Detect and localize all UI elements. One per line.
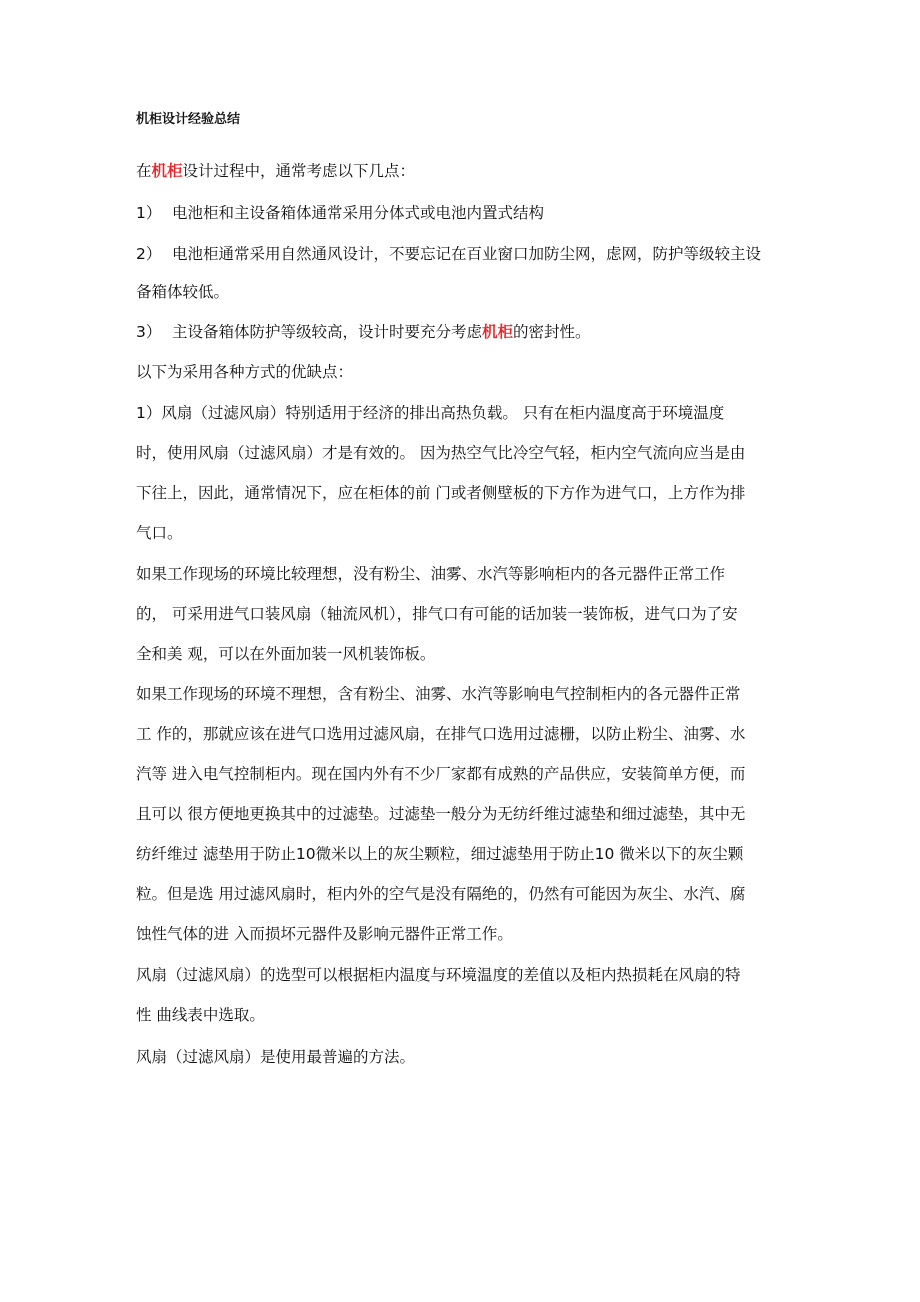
para3-line: 工 作的，那就应该在进气口选用过滤风扇，在排气口选用过滤栅，以防止粉尘、油雾、水 bbox=[136, 725, 746, 743]
intro-post: 设计过程中，通常考虑以下几点： bbox=[182, 162, 416, 180]
list-item-3 bbox=[136, 321, 591, 343]
item-text: 电池柜和主设备箱体通常采用分体式或电池内置式结构 bbox=[172, 204, 545, 222]
para3-line: 纺纤维过 滤垫用于防止10微米以上的灰尘颗粒，细过滤垫用于防止10 微米以下的灰尘颗 bbox=[136, 845, 744, 863]
document-title: 机柜设计经验总结 bbox=[136, 112, 241, 127]
para3-line: 汽等 进入电气控制柜内。现在国内外有不少厂家都有成熟的产品供应，安装简单方便，而 bbox=[136, 765, 746, 783]
para2-line: 全和美 观，可以在外面加装一风机装饰板。 bbox=[136, 645, 436, 663]
intro-pre: 在 bbox=[136, 162, 152, 180]
para5-line: 风扇（过滤风扇）是使用最普遍的方法。 bbox=[136, 1048, 416, 1066]
para3-line: 如果工作现场的环境不理想，含有粉尘、油雾、水汽等影响电气控制柜内的各元器件正常 bbox=[136, 685, 741, 703]
keyword-cabinet: 机柜 bbox=[482, 323, 514, 341]
para1-line: 时，使用风扇（过滤风扇）才是有效的。 因为热空气比冷空气轻，柜内空气流向应当是由 bbox=[136, 444, 746, 462]
para2-line: 如果工作现场的环境比较理想，没有粉尘、油雾、水汽等影响柜内的各元器件正常工作 bbox=[136, 565, 726, 583]
keyword-cabinet: 机柜 bbox=[151, 162, 183, 180]
item-text-pre: 主设备箱体防护等级较高，设计时要充分考虑 bbox=[172, 323, 483, 341]
para4-line: 风扇（过滤风扇）的选型可以根据柜内温度与环境温度的差值以及柜内热损耗在风扇的特 bbox=[136, 966, 741, 984]
para3-line: 蚀性气体的进 入而损坏元器件及影响元器件正常工作。 bbox=[136, 925, 513, 943]
intro-line bbox=[136, 160, 415, 182]
item-text-post: 的密封性。 bbox=[513, 323, 591, 341]
item-text: 电池柜通常采用自然通风设计，不要忘记在百业窗口加防尘网，虑网，防护等级较主设 bbox=[172, 245, 762, 263]
para3-line: 且可以 很方便地更换其中的过滤垫。过滤垫一般分为无纺纤维过滤垫和细过滤垫，其中无 bbox=[136, 805, 746, 823]
list-item-2 bbox=[136, 243, 761, 265]
para1-line: 1）风扇（过滤风扇）特别适用于经济的排出高热负载。 只有在柜内温度高于环境温度 bbox=[136, 404, 725, 422]
item-number: 3） bbox=[136, 323, 162, 341]
para1-line: 下往上，因此，通常情况下，应在柜体的前 门或者侧壁板的下方作为进气口，上方作为排 bbox=[136, 484, 746, 502]
para3-line: 粒。但是选 用过滤风扇时，柜内外的空气是没有隔绝的，仍然有可能因为灰尘、水汽、腐 bbox=[136, 885, 746, 903]
section-intro: 以下为采用各种方式的优缺点： bbox=[136, 363, 354, 381]
para4-line: 性 曲线表中选取。 bbox=[136, 1006, 265, 1024]
item-number: 2） bbox=[136, 245, 162, 263]
para1-line: 气口。 bbox=[136, 524, 183, 542]
list-item-1 bbox=[136, 202, 544, 224]
para2-line: 的， 可采用进气口装风扇（轴流风机），排气口有可能的话加装一装饰板，进气口为了安 bbox=[136, 605, 738, 623]
item-number: 1） bbox=[136, 204, 162, 222]
list-item-2-cont: 备箱体较低。 bbox=[136, 283, 230, 301]
